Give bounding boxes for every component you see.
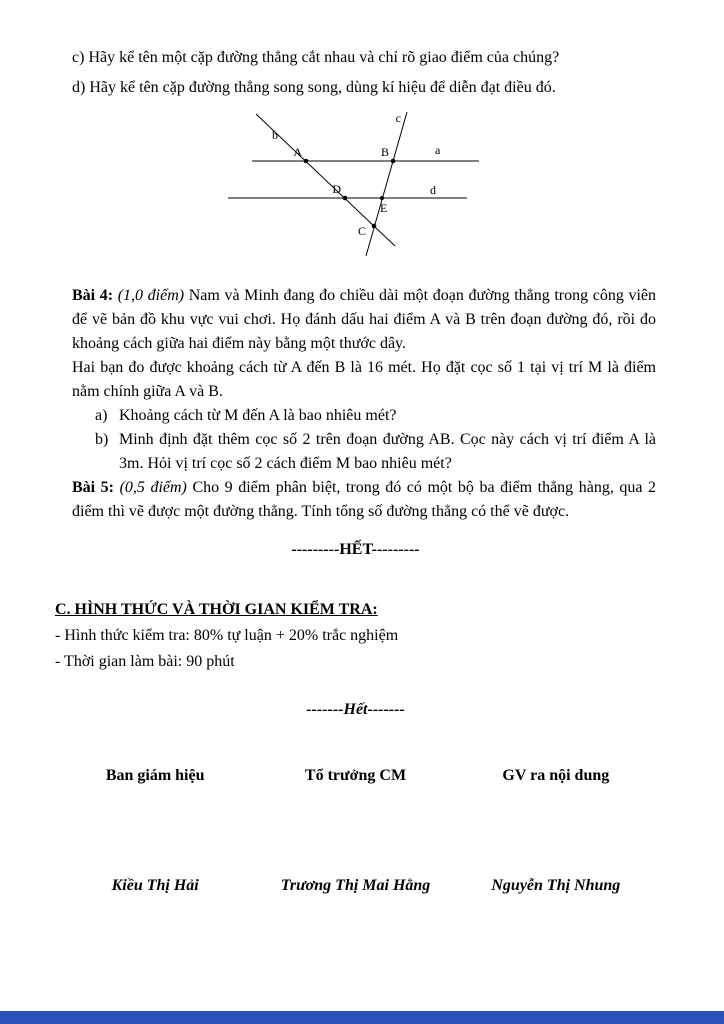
signature-name-author: Nguyễn Thị Nhung	[491, 877, 621, 894]
bai5-label: Bài 5:	[72, 479, 114, 496]
geometry-diagram-svg	[220, 106, 500, 266]
bai4-points: (1,0 điểm)	[117, 287, 185, 304]
bai4-item-a-label: a)	[95, 407, 108, 424]
section-c-title: C. HÌNH THỨC VÀ THỜI GIAN KIỂM TRA:	[55, 601, 378, 618]
question-c	[72, 46, 656, 70]
bai4-label: Bài 4:	[72, 287, 114, 304]
bai4-item-b	[95, 428, 656, 476]
bai4-intro	[72, 284, 656, 356]
bai4-item-b-label: b)	[95, 431, 109, 448]
point-C	[372, 224, 377, 229]
point-B	[391, 159, 396, 164]
bottom-blue-bar	[0, 1011, 724, 1024]
label-point-E: E	[380, 201, 388, 215]
label-line-a: a	[435, 143, 441, 157]
geometry-diagram	[220, 106, 500, 266]
separator-het-upper: ---------HẾT---------	[291, 541, 420, 558]
signature-role-group-leader: Tổ trưởng CM	[304, 767, 407, 784]
bai4-para1: Nam và Minh đang đo chiều dài một đoạn đường thẳng trong công viên để vẽ bản đồ khu vực vui chơi. Họ đánh dấu hai điểm A và B trên đoạn đường đó, rồi đo khoảng cách giữa hai điểm này bằng một thước dây.	[72, 287, 657, 352]
label-point-D: D	[332, 182, 341, 196]
signature-headers-row	[55, 764, 656, 788]
question-d-text: Hãy kể tên cặp đường thẳng song song, dùng kí hiệu để diễn đạt điều đó.	[89, 79, 556, 96]
bai4-item-a-text: Khoảng cách từ M đến A là bao nhiêu mét?	[119, 407, 397, 424]
point-A	[304, 159, 309, 164]
point-E	[380, 196, 384, 200]
point-D	[343, 196, 348, 201]
bai5-points: (0,5 điểm)	[119, 479, 187, 496]
label-line-d: d	[430, 183, 436, 197]
question-c-label: c)	[72, 49, 85, 66]
signature-role-author: GV ra nội dung	[502, 767, 610, 784]
bai4-item-b-text: Minh định đặt thêm cọc số 2 trên đoạn đường AB. Cọc này cách vị trí điểm A là 3m. Hỏi vị trí cọc số 2 cách điểm M bao nhiêu mét?	[119, 431, 656, 472]
signature-name-principal: Kiều Thị Hải	[111, 877, 199, 894]
question-d-label: d)	[72, 79, 86, 96]
label-line-b: b	[272, 128, 278, 142]
label-point-C: C	[357, 224, 366, 238]
separator-het-lower: -------Hết-------	[306, 701, 405, 718]
signature-name-group-leader: Trương Thị Mai Hằng	[280, 877, 431, 894]
label-point-A: A	[293, 145, 302, 159]
label-point-B: B	[380, 145, 389, 159]
bai5-text: Cho 9 điểm phân biệt, trong đó có một bộ ba điểm thẳng hàng, qua 2 điểm thì vẽ được một đường thẳng. Tính tổng số đường thẳng có thể vẽ được.	[72, 479, 657, 520]
line-c	[366, 112, 407, 256]
question-c-text: Hãy kể tên một cặp đường thẳng cắt nhau và chỉ rõ giao điểm của chúng?	[88, 49, 560, 66]
signature-names-row	[55, 874, 656, 898]
bai5-para	[72, 476, 656, 524]
section-c-line-duration: - Thời gian làm bài: 90 phút	[55, 653, 235, 670]
bai4-para2: Hai bạn đo được khoảng cách từ A đến B là 16 mét. Họ đặt cọc số 1 tại vị trí M là điểm nằm chính giữa A và B.	[72, 359, 656, 400]
label-line-c: c	[395, 111, 401, 125]
question-d	[72, 76, 656, 100]
bai4-item-a	[95, 404, 656, 428]
section-c-line-format: - Hình thức kiểm tra: 80% tự luận + 20% trắc nghiệm	[55, 627, 399, 644]
signature-role-principal: Ban giám hiệu	[105, 767, 205, 784]
